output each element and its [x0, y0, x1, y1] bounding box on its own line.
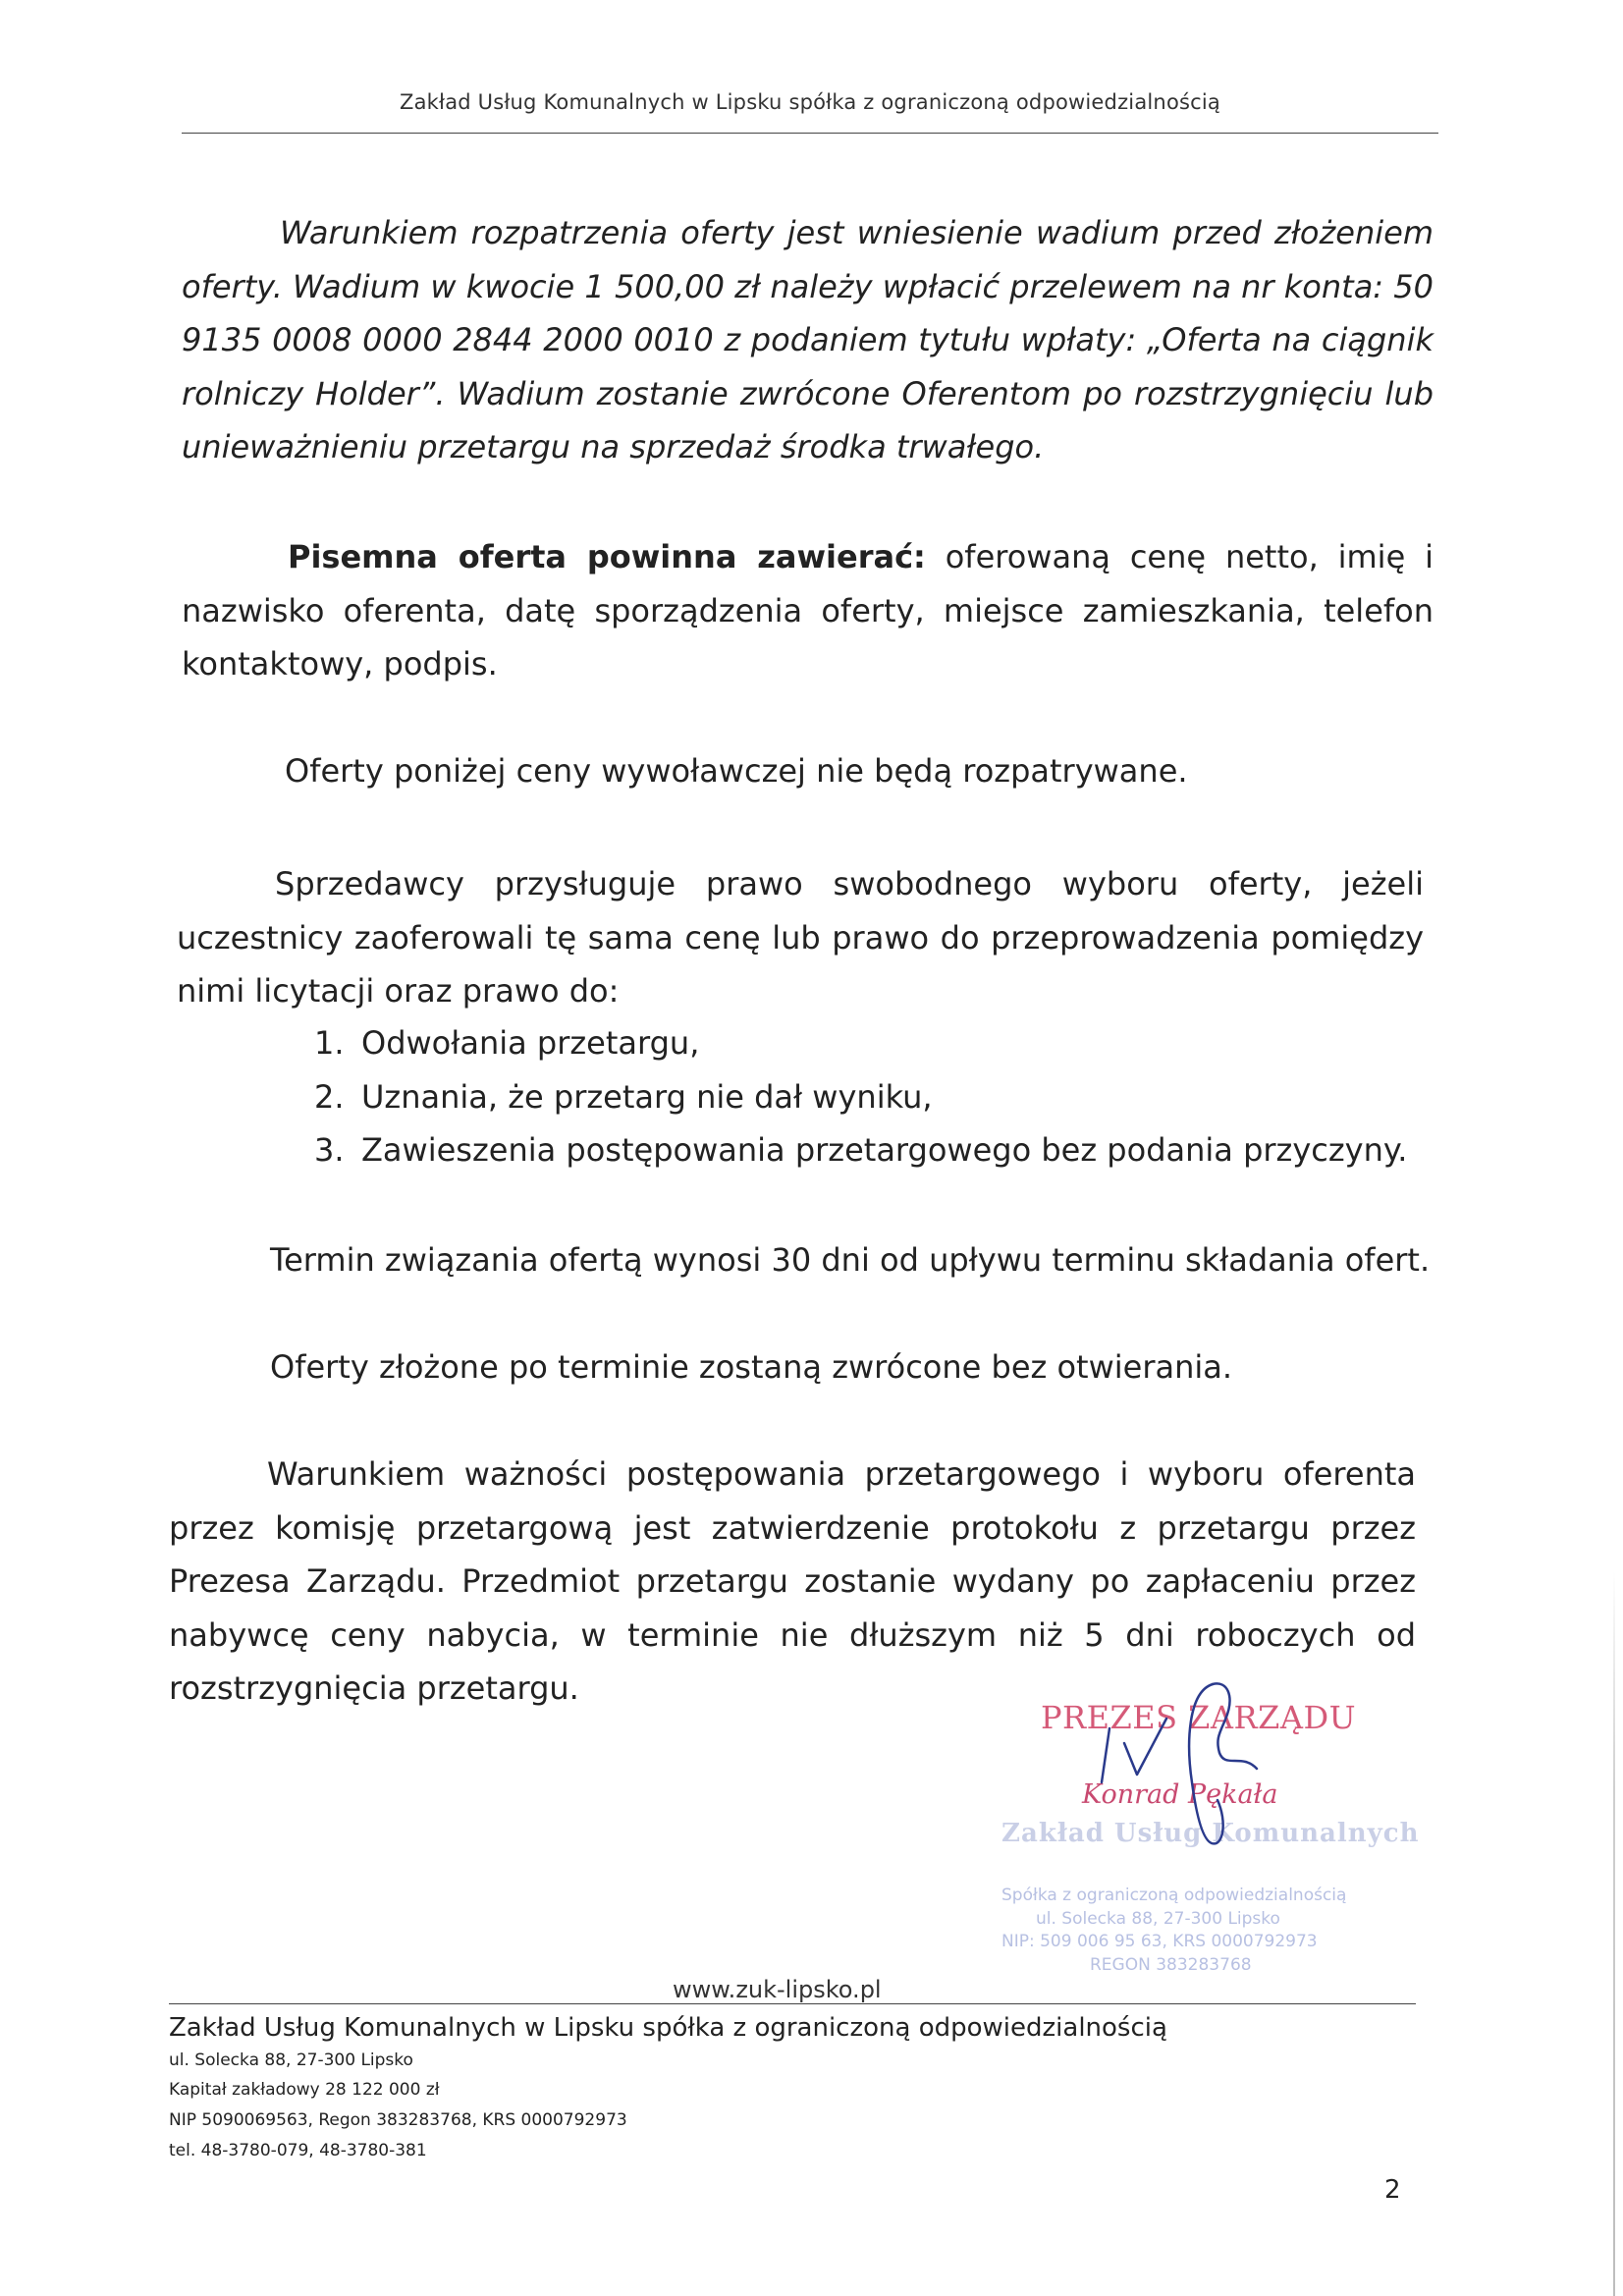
- list-number: 3.: [314, 1131, 345, 1169]
- deposit-text: Warunkiem rozpatrzenia oferty jest wniesienie wadium przed złożeniem oferty. Wadium w kwocie 1 500,00 zł należy wpłacić przelewem na nr konta: 50 9135 0008 0000 2844 2000 0010 z podaniem tytułu wpłaty: „Oferta na ciągnik rolniczy Holder”. Wadium zostanie zwrócone Oferentom po rozstrzygnięciu lub unieważnieniu przetargu na sprzedaż środka trwałego.: [182, 214, 1434, 465]
- company-stamp-line: ul. Solecka 88, 27-300 Lipsko: [1036, 1909, 1280, 1929]
- list-item: [314, 1016, 1407, 1070]
- stamp-title: PREZES ZARZĄDU: [1041, 1699, 1357, 1736]
- footer-capital: Kapitał zakładowy 28 122 000 zł: [169, 2080, 440, 2100]
- company-stamp-line: Spółka z ograniczoną odpowiedzialnością: [1001, 1886, 1347, 1905]
- list-item: [314, 1123, 1407, 1177]
- offer-contents-label: Pisemna oferta powinna zawierać:: [288, 538, 926, 575]
- footer-phone: tel. 48-3780-079, 48-3780-381: [169, 2141, 427, 2160]
- list-text: Uznania, że przetarg nie dał wyniku,: [361, 1077, 933, 1116]
- scan-edge-shadow: [1613, 1571, 1615, 2296]
- below-price-paragraph: Oferty poniżej ceny wywoławczej nie będą rozpatrywane.: [285, 752, 1188, 790]
- footer-registry: NIP 5090069563, Regon 383283768, KRS 0000792973: [169, 2110, 627, 2130]
- seller-rights-paragraph: [177, 857, 1424, 1018]
- list-item: [314, 1070, 1407, 1124]
- company-stamp-line: NIP: 509 006 95 63, KRS 0000792973: [1001, 1932, 1318, 1951]
- late-offers-paragraph: Oferty złożone po terminie zostaną zwrócone bez otwierania.: [270, 1348, 1233, 1386]
- page-number: 2: [1384, 2175, 1401, 2205]
- deposit-paragraph: [182, 206, 1434, 474]
- header-divider: [182, 133, 1438, 134]
- footer-divider: [169, 2003, 1416, 2004]
- rights-list: [314, 1016, 1407, 1177]
- stamp-name: Konrad Pękała: [1082, 1779, 1278, 1810]
- offer-contents-text: oferowaną cenę netto, imię i nazwisko oferenta, datę sporządzenia oferty, miejsce zamieszkania, telefon kontaktowy, podpis.: [182, 538, 1434, 683]
- company-stamp-line: REGON 383283768: [1090, 1955, 1252, 1975]
- binding-term-paragraph: Termin związania ofertą wynosi 30 dni od upływu terminu składania ofert.: [270, 1241, 1431, 1279]
- offer-contents-paragraph: [182, 530, 1434, 691]
- handwritten-signature: [1070, 1674, 1306, 1871]
- seller-rights-text: Sprzedawcy przysługuje prawo swobodnego wyboru oferty, jeżeli uczestnicy zaoferowali tę sama cenę lub prawo do przeprowadzenia pomiędzy nimi licytacji oraz prawo do:: [177, 865, 1424, 1010]
- website: www.zuk-lipsko.pl: [673, 1976, 882, 2003]
- footer-company: Zakład Usług Komunalnych w Lipsku spółka z ograniczoną odpowiedzialnością: [169, 2013, 1167, 2043]
- list-number: 2.: [314, 1077, 345, 1116]
- list-number: 1.: [314, 1024, 345, 1062]
- list-text: Zawieszenia postępowania przetargowego bez podania przyczyny.: [361, 1131, 1408, 1169]
- footer-address: ul. Solecka 88, 27-300 Lipsko: [169, 2050, 413, 2070]
- validity-text: Warunkiem ważności postępowania przetargowego i wyboru oferenta przez komisję przetargową jest zatwierdzenie protokołu z przetargu przez Prezesa Zarządu. Przedmiot przetargu zostanie wydany po zapłaceniu przez nabywcę ceny nabycia, w terminie nie dłuższym niż 5 dni roboczych od rozstrzygnięcia przetargu.: [169, 1455, 1416, 1707]
- letterhead-company: Zakład Usług Komunalnych w Lipsku spółka z ograniczoną odpowiedzialnością: [400, 90, 1220, 114]
- company-stamp-name: Zakład Usług Komunalnych: [1001, 1819, 1420, 1848]
- list-text: Odwołania przetargu,: [361, 1024, 700, 1062]
